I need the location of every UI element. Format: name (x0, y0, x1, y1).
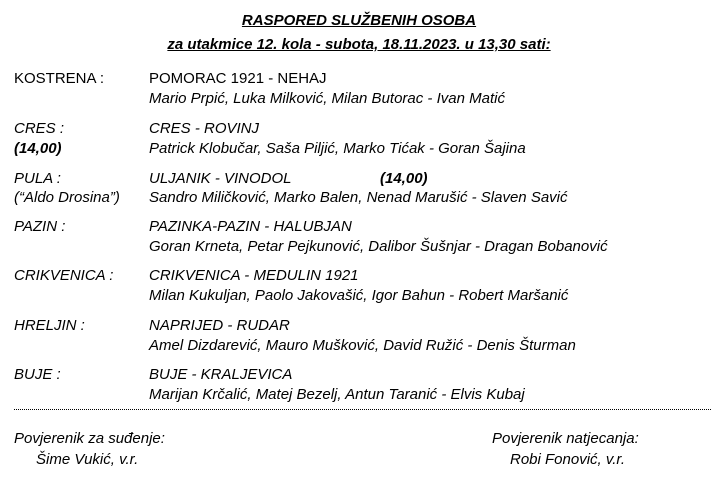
fixture-venue: CRIKVENICA : (14, 267, 114, 284)
fixture-match: NAPRIJED - RUDAR (149, 317, 290, 334)
page-title: RASPORED SLUŽBENIH OSOBA (241, 12, 477, 29)
fixture-venue: HRELJIN : (14, 317, 85, 334)
fixture-officials: Sandro Miličković, Marko Balen, Nenad Marušić - Slaven Savić (149, 189, 568, 206)
fixture-match: ULJANIK - VINODOL (149, 170, 292, 187)
referee-commissioner-name: Šime Vukić, v.r. (36, 451, 139, 468)
fixture-match: CRIKVENICA - MEDULIN 1921 (149, 267, 359, 284)
dotted-divider (14, 409, 711, 410)
page-subtitle: za utakmice 12. kola - subota, 18.11.2023. u 13,30 sati: (167, 36, 551, 53)
fixture-venue: CRES : (14, 120, 65, 137)
fixture-venue-stadium: (“Aldo Drosina”) (14, 189, 120, 206)
fixture-officials: Amel Dizdarević, Mauro Mušković, David Ružić - Denis Šturman (149, 337, 576, 354)
fixture-venue: BUJE : (14, 366, 61, 383)
fixture-officials: Milan Kukuljan, Paolo Jakovašić, Igor Bahun - Robert Maršanić (149, 287, 569, 304)
fixture-match: BUJE - KRALJEVICA (149, 366, 293, 383)
fixture-match: PAZINKA-PAZIN - HALUBJAN (149, 218, 352, 235)
competition-commissioner-name: Robi Fonović, v.r. (510, 451, 626, 468)
fixture-venue: KOSTRENA : (14, 70, 105, 87)
referee-commissioner-role: Povjerenik za suđenje: (14, 430, 165, 447)
fixture-match: POMORAC 1921 - NEHAJ (149, 70, 327, 87)
competition-commissioner-role: Povjerenik natjecanja: (492, 430, 639, 447)
fixture-venue: PAZIN : (14, 218, 66, 235)
fixture-venue: PULA : (14, 170, 61, 187)
fixture-time-note: (14,00) (380, 170, 428, 187)
fixture-officials: Goran Krneta, Petar Pejkunović, Dalibor Šušnjar - Dragan Bobanović (149, 238, 608, 255)
fixture-match: CRES - ROVINJ (149, 120, 260, 137)
fixture-officials: Mario Prpić, Luka Milković, Milan Butorac - Ivan Matić (149, 90, 505, 107)
fixture-time-note: (14,00) (14, 140, 62, 157)
fixture-officials: Marijan Krčalić, Matej Bezelj, Antun Taranić - Elvis Kubaj (149, 386, 525, 403)
fixture-officials: Patrick Klobučar, Saša Piljić, Marko Tićak - Goran Šajina (149, 140, 526, 157)
